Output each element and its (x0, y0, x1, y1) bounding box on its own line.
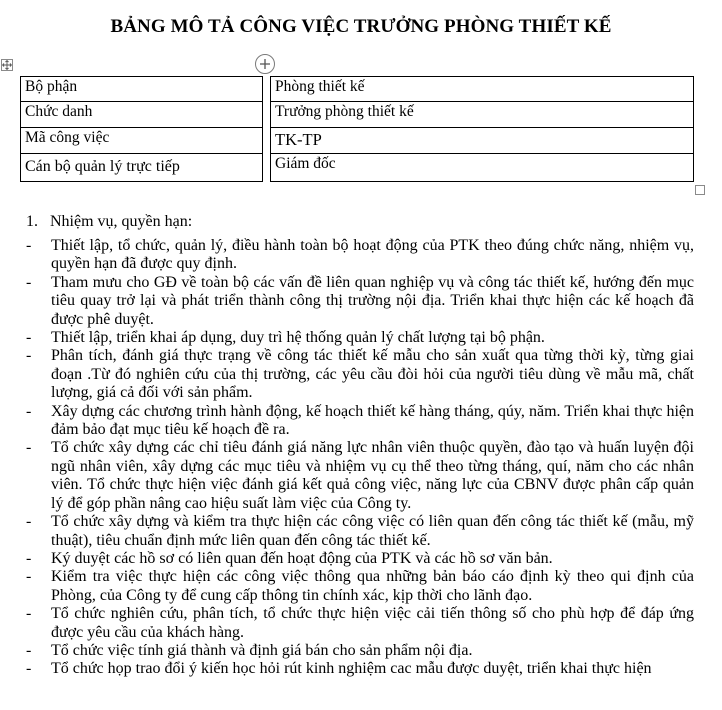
bullet-dash: - (26, 347, 32, 365)
bullet-dash: - (26, 660, 32, 678)
list-item-text: Xây dựng các chương trình hành động, kế hoạch thiết kế hàng tháng, qúy, năm. Triển khai thực hiện đảm bảo đạt mục tiêu kế hoạch đề ra. (51, 402, 694, 439)
list-item (26, 513, 694, 550)
list-item-text: Tổ chức việc tính giá thành và định giá bán cho sản phẩm nội địa. (51, 641, 473, 659)
list-item-text: Thiết lập, triển khai áp dụng, duy trì hệ thống quản lý chất lượng tại bộ phận. (51, 329, 545, 347)
list-item (26, 660, 694, 678)
list-item (26, 347, 694, 402)
bullet-dash: - (26, 513, 32, 531)
bullet-dash: - (26, 549, 32, 567)
list-item (26, 439, 694, 513)
list-item (26, 642, 694, 660)
list-item (26, 274, 694, 329)
section-heading-text: Nhiệm vụ, quyền hạn: (50, 213, 193, 230)
list-item-text: Tổ chức xây dựng các chỉ tiêu đánh giá năng lực nhân viên thuộc quyền, đào tạo và huấn luyện đội ngũ nhân viên, xây dựng các mục tiêu và nhiệm vụ cụ thể theo từng tháng, quí, năm cho các nhân viên. Tổ chức thực hiện việc đánh giá kết quả công việc, năng lực của CBNV được phân cấp quản lý để góp phần nâng cao hiệu suất làm việc của Công ty. (51, 439, 694, 512)
table-row-manager (20, 154, 694, 182)
bullet-dash: - (26, 402, 32, 420)
list-item-text: Tổ chức xây dựng và kiểm tra thực hiện các công việc có liên quan đến công tác thiết kế (mẫu, mỹ thuật), tiêu chuẩn định mức liên quan đến công tác thiết kế. (51, 513, 694, 549)
table-row-job-code (20, 128, 694, 154)
list-item-text: Phân tích, đánh giá thực trạng về công tác thiết kế mẫu cho sản xuất qua từng thời kỳ, từng giai đoạn .Từ đó nghiên cứu của thị trường, các yêu cầu đòi hỏi của người tiêu dùng về mẫu mã, chất lượng, giá cả đối với sản phẩm. (51, 347, 694, 402)
section-number: 1. (26, 213, 38, 230)
table-label-cell[interactable]: Cán bộ quản lý trực tiếp (20, 154, 263, 182)
section-heading (26, 213, 192, 231)
table-value-cell[interactable]: Giám đốc (270, 154, 694, 182)
list-item (26, 568, 694, 605)
bullet-dash: - (26, 568, 32, 586)
list-item (26, 550, 694, 568)
list-item-text: Thiết lập, tổ chức, quản lý, điều hành toàn bộ hoạt động của PTK theo đúng chức năng, nhiệm vụ, quyền hạn đã được quy định. (51, 237, 694, 273)
bullet-dash: - (26, 237, 32, 254)
list-item-text: Tổ chức nghiên cứu, phân tích, tổ chức thực hiện việc cải tiến thông số cho phù hợp để đáp ứng được yêu cầu của khách hàng. (51, 605, 694, 641)
list-item (26, 605, 694, 642)
table-value-cell[interactable]: Phòng thiết kế (270, 76, 694, 102)
table-label-cell[interactable]: Chức danh (20, 102, 263, 128)
table-label-cell[interactable]: Bộ phận (20, 76, 263, 102)
bullet-dash: - (26, 273, 32, 291)
table-resize-handle[interactable] (695, 185, 705, 195)
bullet-dash: - (26, 439, 32, 457)
list-item-text: Kiểm tra việc thực hiện các công việc thông qua những bản báo cáo định kỳ theo qui định của Phòng, của Công ty để cung cấp thông tin chính xác, kịp thời cho lãnh đạo. (51, 568, 694, 604)
list-item-text: Ký duyệt các hồ sơ có liên quan đến hoạt động của PTK và các hồ sơ văn bản. (51, 549, 553, 567)
list-item-text: Tham mưu cho GĐ về toàn bộ các vấn đề liên quan nghiệp vụ và công tác thiết kế, hướng đến mục tiêu quay trở lại và phát triển thành công thị trường nội địa. Triển khai thực hiện các kế hoạch đã được phê duyệt. (51, 273, 694, 328)
move-arrows-icon (2, 60, 12, 70)
table-row-position (20, 102, 694, 128)
duties-list (26, 237, 694, 679)
table-value-cell[interactable]: Trưởng phòng thiết kế (270, 102, 694, 128)
table-move-handle-icon[interactable] (1, 59, 13, 71)
bullet-dash: - (26, 329, 32, 347)
list-item (26, 329, 694, 347)
table-value-cell[interactable]: TK-TP (270, 128, 694, 154)
list-item (26, 403, 694, 440)
table-label-cell[interactable]: Mã công việc (20, 128, 263, 154)
bullet-dash: - (26, 641, 32, 659)
add-column-button[interactable] (255, 54, 275, 74)
list-item-text: Tổ chức họp trao đổi ý kiến học hỏi rút kinh nghiệm cac mẫu được duyệt, triển khai thực hiện (51, 660, 652, 678)
bullet-dash: - (26, 605, 32, 623)
plus-icon (259, 58, 271, 70)
table-row-department (20, 76, 694, 102)
document-title: BẢNG MÔ TẢ CÔNG VIỆC TRƯỞNG PHÒNG THIẾT KẾ (110, 16, 612, 37)
list-item (26, 237, 694, 274)
job-info-table (20, 76, 694, 182)
